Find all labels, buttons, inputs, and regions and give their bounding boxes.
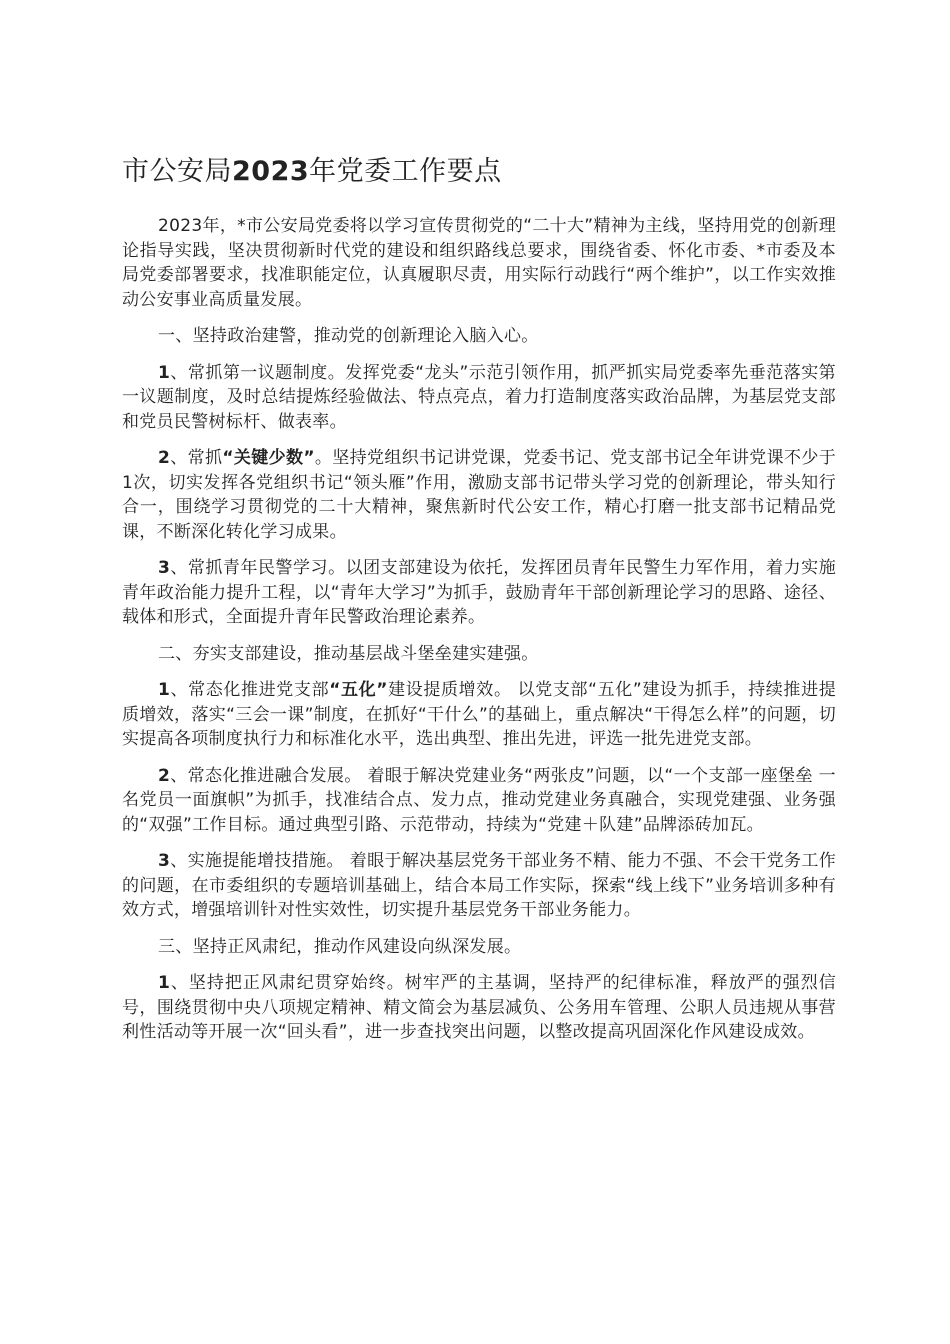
item-lead: 、常态化推进融合发展。 [170, 765, 362, 786]
item-number: 3 [158, 851, 171, 871]
section-heading-2: 二、夯实支部建设，推动基层战斗堡垒建实建强。 [158, 643, 539, 664]
title-suffix: 年党委工作要点 [309, 156, 502, 187]
item-number: 2 [158, 448, 171, 468]
intro-paragraph: 2023年，*市公安局党委将以学习宣传贯彻党的“二十大”精神为主线，坚持用党的创新理论指导实践，坚决贯彻新时代党的建设和组织路线总要求，围绕省委、怀化市委、*市委及本局党委部署要求，找准职能定位，认真履职尽责，用实际行动践行“两个维护”，以工作实效推动公安事业高质量发展。 [122, 216, 836, 310]
item-lead: 、常抓第一议题制度。 [170, 362, 346, 383]
item-number: 2 [158, 765, 171, 786]
item-lead: 、常抓青年民警学习。 [170, 558, 346, 578]
section2-item-3 [122, 849, 836, 923]
item-text: 以团支部建设为依托，发挥团员青年民警生力军作用，着力实施青年政治能力提升工程，以“青年大学习”为抓手，鼓励青年干部创新理论学习的思路、途径、载体和形式，全面提升青年民警政治理论素养。 [122, 558, 836, 627]
section2-item-1 [122, 678, 836, 752]
item-lead: 、常抓 [170, 448, 223, 468]
section-heading-3: 三、坚持正风肃纪，推动作风建设向纵深发展。 [158, 936, 522, 957]
section-heading-1: 一、坚持政治建警，推动党的创新理论入脑入心。 [158, 326, 539, 346]
section1-item-2 [122, 446, 836, 544]
item-text: 。坚持党组织书记讲党课，党委书记、党支部书记全年讲党课不少于1次，切实发挥各党组织书记“领头雁”作用，激励支部书记带头学习党的创新理论，带头知行合一，围绕学习贯彻党的二十大精神，聚焦新时代公安工作，精心打磨一批支部书记精品党课，不断深化转化学习成果。 [122, 448, 836, 542]
item-number: 3 [158, 558, 171, 578]
section1-item-3 [122, 556, 836, 630]
item-number: 1 [158, 973, 171, 993]
item-lead-bold: “关键少数” [222, 448, 315, 468]
item-text: 发挥党委“龙头”示范引领作用，抓严抓实局党委率先垂范落实第一议题制度，及时总结提炼经验做法、特点亮点，着力打造制度落实政治品牌，为基层党支部和党员民警树标杆、做表率。 [122, 362, 836, 432]
section1-item-1 [122, 361, 836, 435]
document-title [122, 150, 836, 194]
item-text: 建设提质增效。 以党支部“五化”建设为抓手，持续推进提质增效，落实“三会一课”制度，在抓好“干什么”的基础上，重点解决“干得怎么样”的问题，切实提高各项制度执行力和标准化水平，选出典型、推出先进，评选一批先进党支部。 [122, 680, 836, 749]
title-year: 2023 [232, 156, 310, 187]
item-number: 1 [158, 680, 171, 700]
item-lead-bold: “五化” [329, 680, 388, 700]
section2-item-2 [122, 764, 836, 838]
title-prefix: 市公安局 [122, 156, 232, 187]
item-lead: 、实施提能增技措施。 [170, 851, 344, 871]
section3-item-1 [122, 971, 836, 1045]
item-number: 1 [158, 362, 171, 383]
item-text: 树牢严的主基调，坚持严的纪律标准，释放严的强烈信号，围绕贯彻中央八项规定精神、精文简会为基层减负、公务用车管理、公职人员违规从事营利性活动等开展一次“回头看”，进一步查找突出问题，以整改提高巩固深化作风建设成效。 [122, 973, 837, 1042]
item-lead: 、坚持把正风肃纪贯穿始终。 [170, 973, 405, 993]
item-text: 着眼于解决基层党务干部业务不精、能力不强、不会干党务工作的问题，在市委组织的专题培训基础上，结合本局工作实际，探索“线上线下”业务培训多种有效方式，增强培训针对性实效性，切实提升基层党务干部业务能力。 [122, 851, 836, 920]
item-text: 着眼于解决党建业务“两张皮”问题，以“一个支部一座堡垒 一名党员一面旗帜”为抓手，找准结合点、发力点，推动党建业务真融合，实现党建强、业务强的“双强”工作目标。通过典型引路、示范带动，持续为“党建＋队建”品牌添砖加瓦。 [122, 765, 836, 835]
item-lead: 、常态化推进党支部 [170, 680, 330, 700]
document-page [122, 150, 836, 1057]
